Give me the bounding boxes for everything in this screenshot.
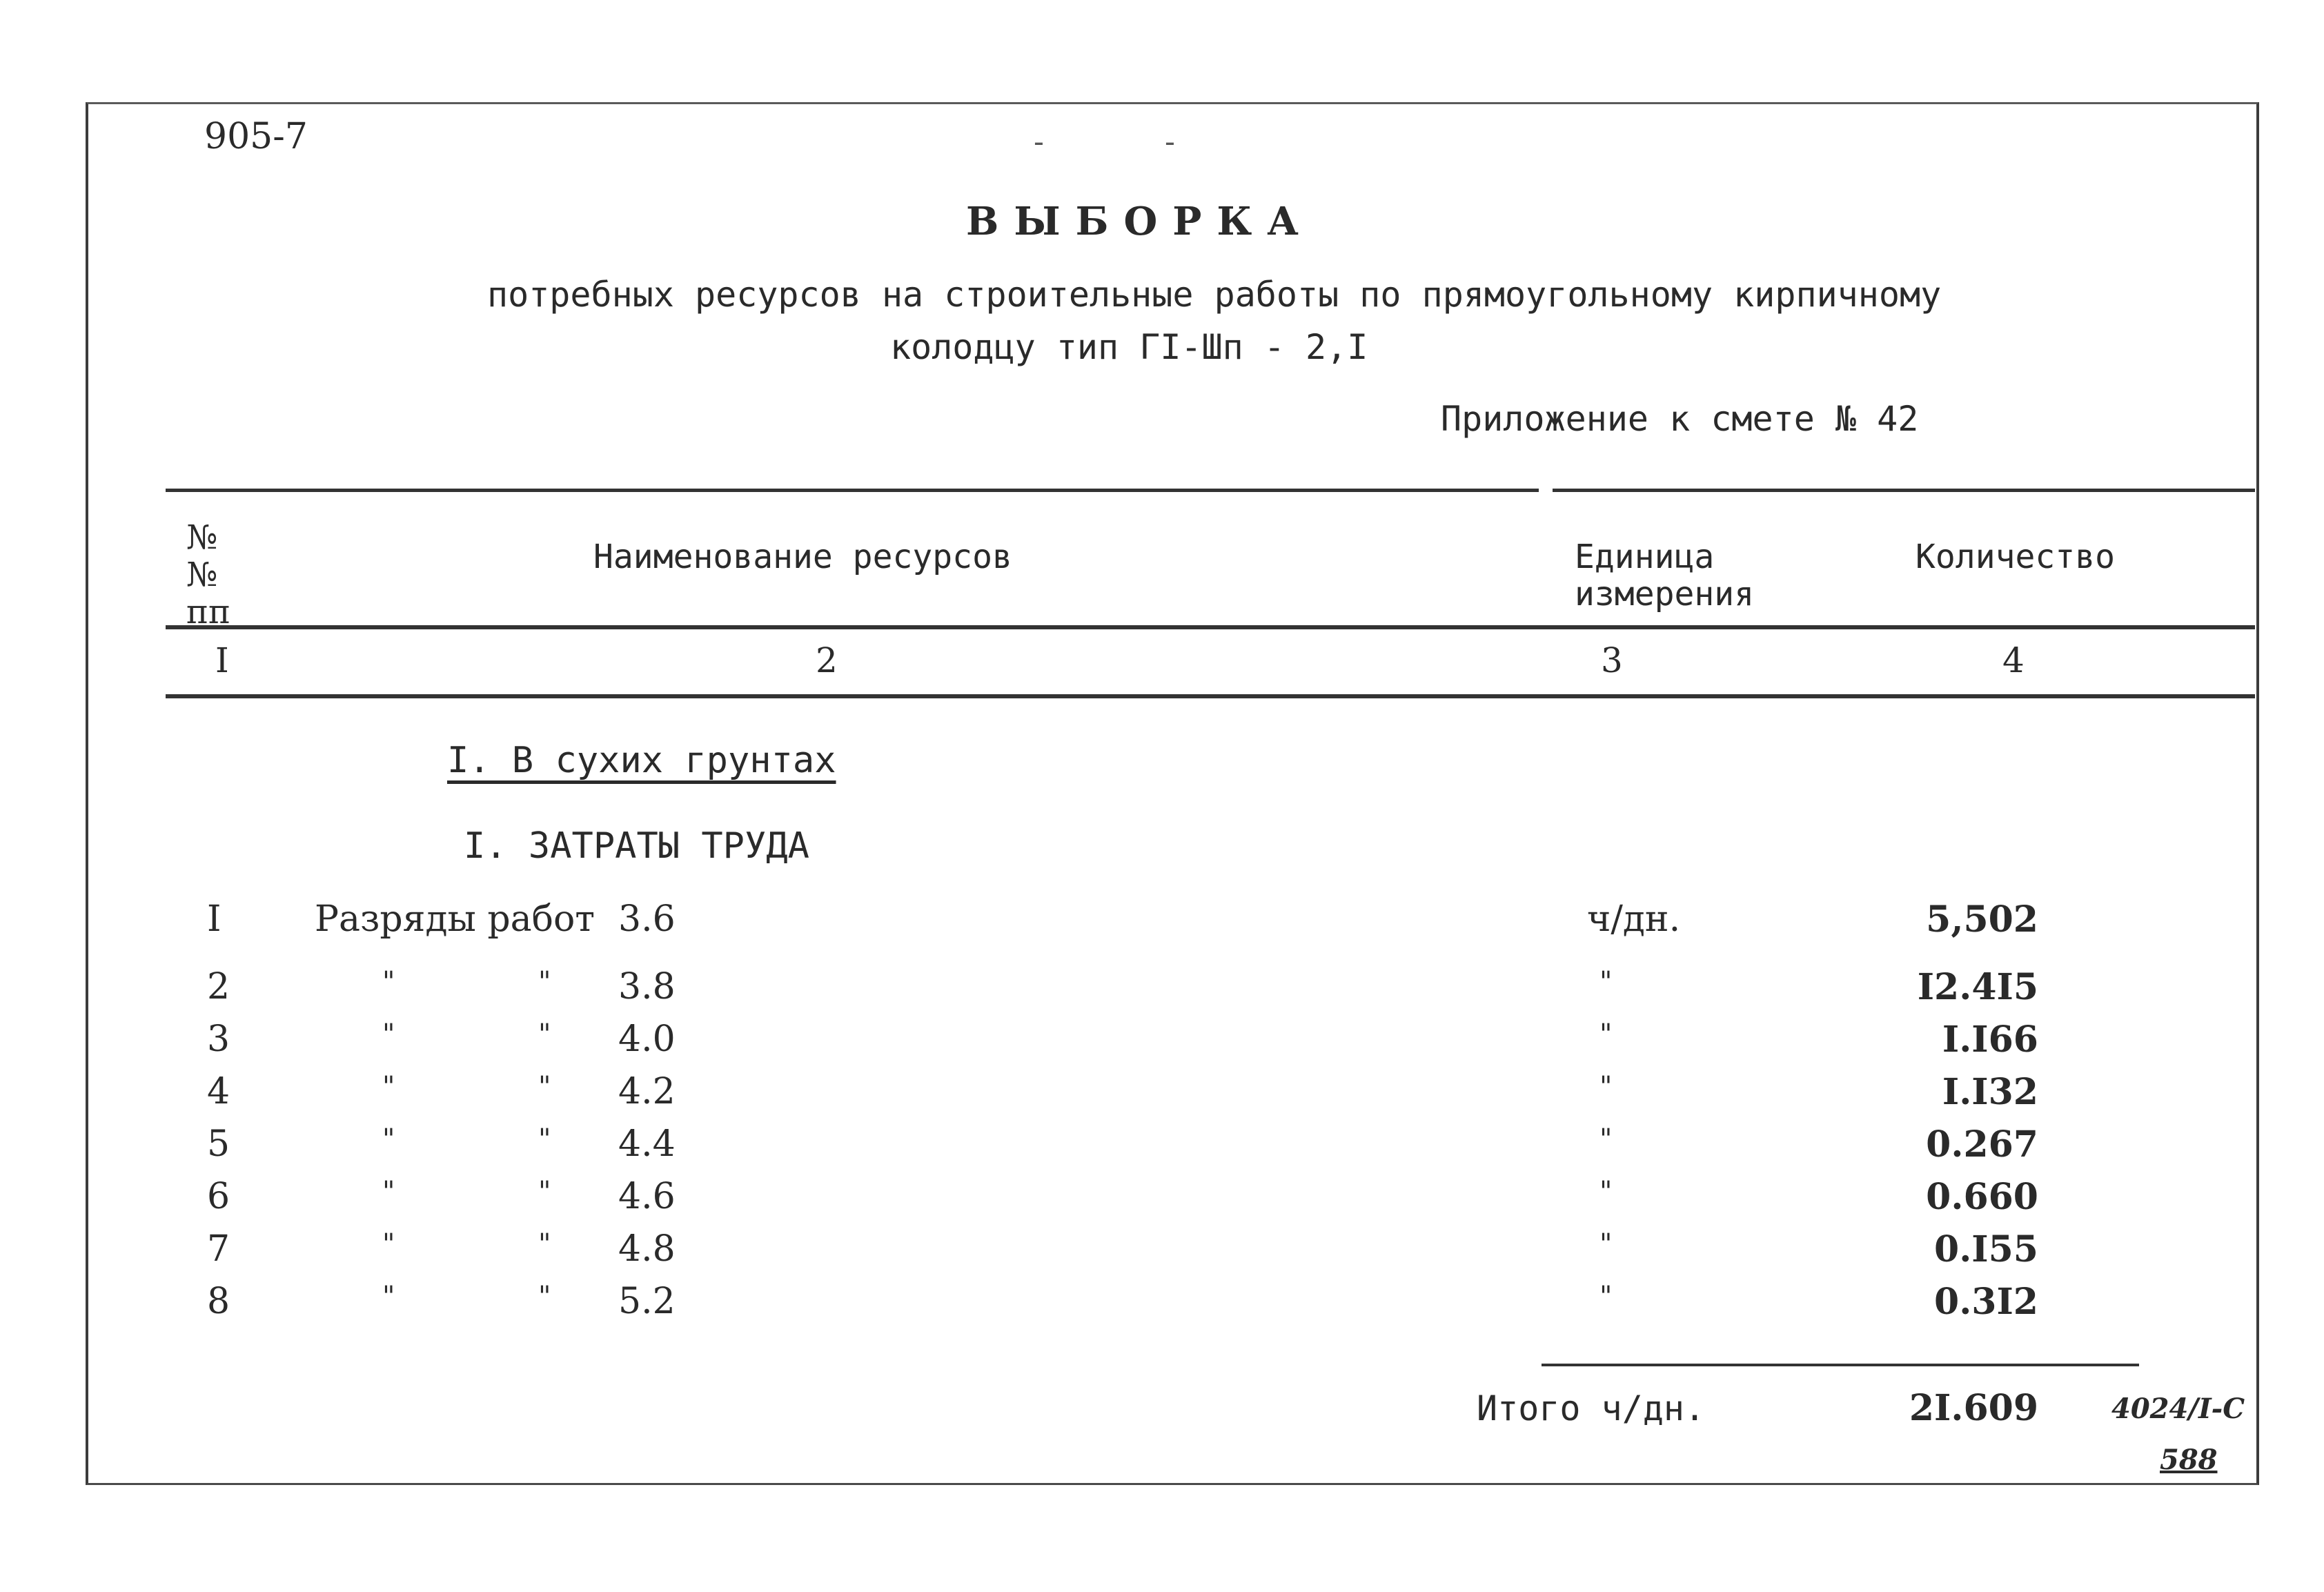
section-heading: I. В сухих грунтах: [447, 740, 836, 781]
unit: ": [1599, 966, 1613, 998]
quantity: I.I32: [1942, 1071, 2038, 1113]
quantity: 5,502: [1926, 898, 2038, 941]
ditto-mark: ": [382, 1176, 395, 1208]
unit: ч/дн.: [1587, 898, 1681, 940]
work-grade: 4.2: [618, 1071, 676, 1112]
document-subtitle: потребных ресурсов на строительные работы по прямоугольному кирпичному: [487, 275, 1942, 315]
row-number: 2: [207, 966, 230, 1008]
work-grade: 3.8: [618, 966, 676, 1008]
header-unit: Единица измерения: [1575, 538, 1755, 613]
table-row: [0, 1281, 2324, 1332]
header-qty: Количество: [1916, 538, 2115, 576]
quantity: I2.4I5: [1917, 966, 2038, 1008]
dash-mark: -: [1034, 124, 1044, 159]
appendix-note: Приложение к смете № 42: [1441, 399, 1919, 439]
table-row: [0, 1071, 2324, 1122]
subsection-heading: I. ЗАТРАТЫ ТРУДА: [464, 825, 809, 867]
work-grade: 4.0: [618, 1019, 676, 1060]
row-number: I: [207, 898, 221, 940]
ditto-mark: ": [538, 1019, 551, 1050]
row-number: 4: [207, 1071, 230, 1112]
header-bottom-rule: [166, 625, 2255, 629]
ditto-mark: ": [382, 1123, 395, 1155]
table-top-rule: [166, 489, 1539, 492]
ditto-mark: ": [538, 1281, 551, 1313]
ditto-mark: ": [382, 966, 395, 998]
unit: ": [1599, 1228, 1613, 1260]
ditto-mark: ": [382, 1281, 395, 1313]
table-row: [0, 1123, 2324, 1175]
unit: ": [1599, 1071, 1613, 1103]
row-number: 6: [207, 1176, 230, 1217]
row-number: 8: [207, 1281, 230, 1322]
ditto-mark: ": [382, 1228, 395, 1260]
table-top-rule-right: [1553, 489, 2255, 492]
column-number: 2: [816, 640, 838, 680]
table-row: [0, 1176, 2324, 1227]
quantity: 0.I55: [1934, 1228, 2038, 1270]
resource-name: Разряды работ: [315, 898, 595, 940]
total-rule: [1542, 1364, 2139, 1366]
ditto-mark: ": [538, 966, 551, 998]
row-number: 3: [207, 1019, 230, 1060]
work-grade: 3.6: [618, 898, 676, 940]
quantity: I.I66: [1942, 1019, 2038, 1061]
unit: ": [1599, 1123, 1613, 1155]
unit: ": [1599, 1176, 1613, 1208]
document-subtitle-2: колодцу тип ГI-Шп - 2,I: [890, 327, 1368, 367]
ditto-mark: ": [382, 1071, 395, 1103]
page-stamp: 588: [2160, 1444, 2218, 1476]
table-row: [0, 898, 2324, 950]
work-grade: 5.2: [618, 1281, 676, 1322]
header-name: Наименование ресурсов: [593, 538, 1012, 576]
ditto-mark: ": [538, 1228, 551, 1260]
quantity: 0.3I2: [1934, 1281, 2038, 1323]
quantity: 0.267: [1926, 1123, 2038, 1166]
column-number: I: [215, 640, 229, 680]
work-grade: 4.6: [618, 1176, 676, 1217]
ditto-mark: ": [538, 1071, 551, 1103]
work-grade: 4.4: [618, 1123, 676, 1165]
unit: ": [1599, 1281, 1613, 1313]
dash-mark: -: [1165, 124, 1175, 159]
quantity: 0.660: [1926, 1176, 2038, 1218]
archive-stamp: 4024/I-C: [2111, 1393, 2245, 1425]
document-title: ВЫБОРКА: [966, 199, 1314, 244]
table-row: [0, 966, 2324, 1017]
ditto-mark: ": [538, 1123, 551, 1155]
ditto-mark: ": [538, 1176, 551, 1208]
row-number: 7: [207, 1228, 230, 1270]
colnum-bottom-rule: [166, 694, 2255, 698]
row-number: 5: [207, 1123, 230, 1165]
table-row: [0, 1228, 2324, 1279]
column-number: 4: [2002, 640, 2025, 680]
header-num: №№ пп: [186, 518, 230, 631]
column-number: 3: [1601, 640, 1623, 680]
ditto-mark: ": [382, 1019, 395, 1050]
total-label: Итого ч/дн.: [1477, 1388, 1706, 1428]
unit: ": [1599, 1019, 1613, 1050]
table-row: [0, 1019, 2324, 1070]
total-value: 2I.609: [1909, 1387, 2038, 1429]
work-grade: 4.8: [618, 1228, 676, 1270]
document-number: 905-7: [204, 116, 308, 157]
